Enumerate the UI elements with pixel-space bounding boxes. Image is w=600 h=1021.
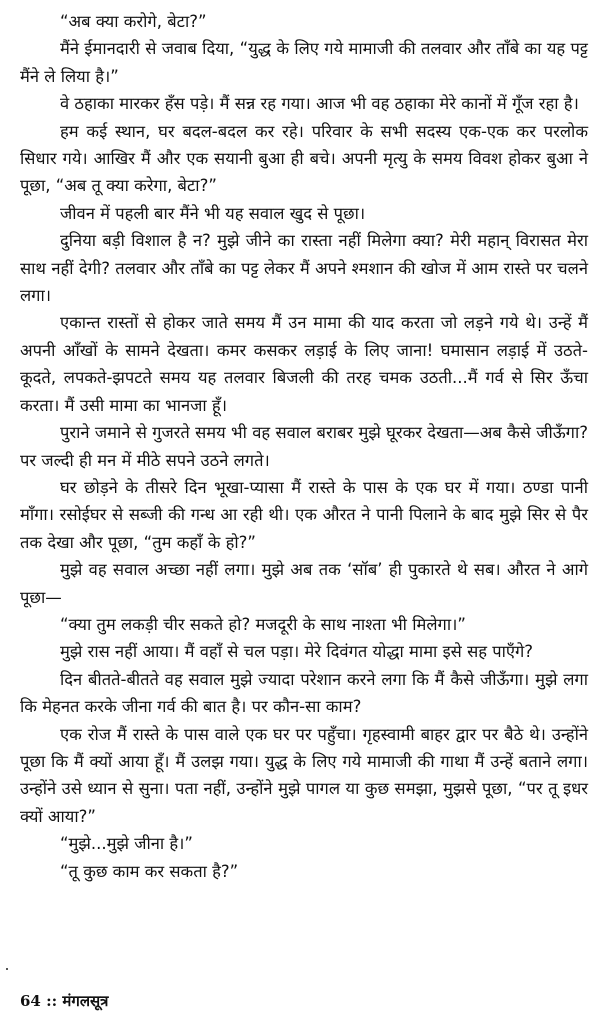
- paragraph: एकान्त रास्तों से होकर जाते समय मैं उन मामा की याद करता जो लड़ने गये थे। उन्हें मैं अपनी आँखों के सामने देखता। कमर कसकर लड़ाई के लिए जाना! घमासान लड़ाई में उठते-कूदते, लपकते-झपटते समय यह तलवार बिजली की तरह चमक उठती...मैं गर्व से सिर ऊँचा करता। मैं उसी मामा का भानजा हूँ।: [20, 313, 588, 415]
- paragraph: जीवन में पहली बार मैंने भी यह सवाल खुद से पूछा।: [60, 203, 366, 223]
- paragraph: मुझे वह सवाल अच्छा नहीं लगा। मुझे अब तक ‘सॉब’ ही पुकारते थे सब। औरत ने आगे पूछा—: [20, 560, 588, 607]
- footer-separator: ::: [40, 992, 63, 1010]
- paragraph: “तू कुछ काम कर सकता है?”: [60, 861, 239, 881]
- scan-mark: [6, 968, 8, 970]
- paragraph: दुनिया बड़ी विशाल है न? मुझे जीने का रास्ता नहीं मिलेगा क्या? मेरी महान् विरासत मेरा साथ नहीं देगी? तलवार और ताँबे का पट्ट लेकर मैं अपने श्मशान की खोज में आम रास्ते पर चलने लगा।: [20, 231, 588, 306]
- paragraph: “मुझे...मुझे जीना है।”: [60, 834, 193, 854]
- paragraph: वे ठहाका मारकर हँस पड़े। मैं सन्न रह गया। आज भी वह ठहाका मेरे कानों में गूँज रहा है।: [60, 94, 579, 114]
- paragraph: दिन बीतते-बीतते वह सवाल मुझे ज्यादा परेशान करने लगा कि मैं कैसे जीऊँगा। मुझे लगा कि मेहनत करके जीना गर्व की बात है। पर कौन-सा काम?: [20, 669, 588, 717]
- paragraph: घर छोड़ने के तीसरे दिन भूखा-प्यासा मैं रास्ते के पास के एक घर में गया। ठण्डा पानी माँगा। रसोईघर से सब्जी की गन्ध आ रही थी। एक औरत ने पानी पिलाने के बाद मुझे सिर से पैर तक देखा और पूछा, “तुम कहाँ के हो?”: [20, 477, 588, 552]
- paragraph: “क्या तुम लकड़ी चीर सकते हो? मजदूरी के साथ नाश्ता भी मिलेगा।”: [60, 614, 466, 634]
- paragraph: पुराने जमाने से गुजरते समय भी वह सवाल बराबर मुझे घूरकर देखता—अब कैसे जीऊँगा? पर जल्दी ही मन में मीठे सपने उठने लगते।: [20, 423, 588, 470]
- paragraph: एक रोज मैं रास्ते के पास वाले एक घर पर पहुँचा। गृहस्वामी बाहर द्वार पर बैठे थे। उन्होंने पूछा कि मैं क्यों आया हूँ। मैं उलझ गया। युद्ध के लिए गये मामाजी की गाथा मैं उन्हें बताने लगा। उन्होंने उसे ध्यान से सुना। पता नहीं, उन्होंने मुझे पागल या कुछ समझा, मुझसे पूछा, “पर तू इधर क्यों आया?”: [20, 724, 588, 826]
- page-footer: [20, 991, 108, 1011]
- paragraph: हम कई स्थान, घर बदल-बदल कर रहे। परिवार के सभी सदस्य एक-एक कर परलोक सिधार गये। आखिर मैं और एक सयानी बुआ ही बचे। अपनी मृत्यु के समय विवश होकर बुआ ने पूछा, “अब तू क्या करेगा, बेटा?”: [20, 121, 588, 196]
- paragraph: मुझे रास नहीं आया। मैं वहाँ से चल पड़ा। मेरे दिवंगत योद्धा मामा इसे सह पाएँगे?: [60, 642, 534, 662]
- paragraph: मैंने ईमानदारी से जवाब दिया, “युद्ध के लिए गये मामाजी की तलवार और ताँबे का यह पट्ट मैंने ले लिया है।”: [20, 39, 588, 86]
- page-number: 64: [20, 992, 41, 1010]
- body-text: [20, 8, 588, 885]
- paragraph: “अब क्या करोगे, बेटा?”: [60, 12, 207, 31]
- book-title: मंगलसूत्र: [62, 992, 109, 1010]
